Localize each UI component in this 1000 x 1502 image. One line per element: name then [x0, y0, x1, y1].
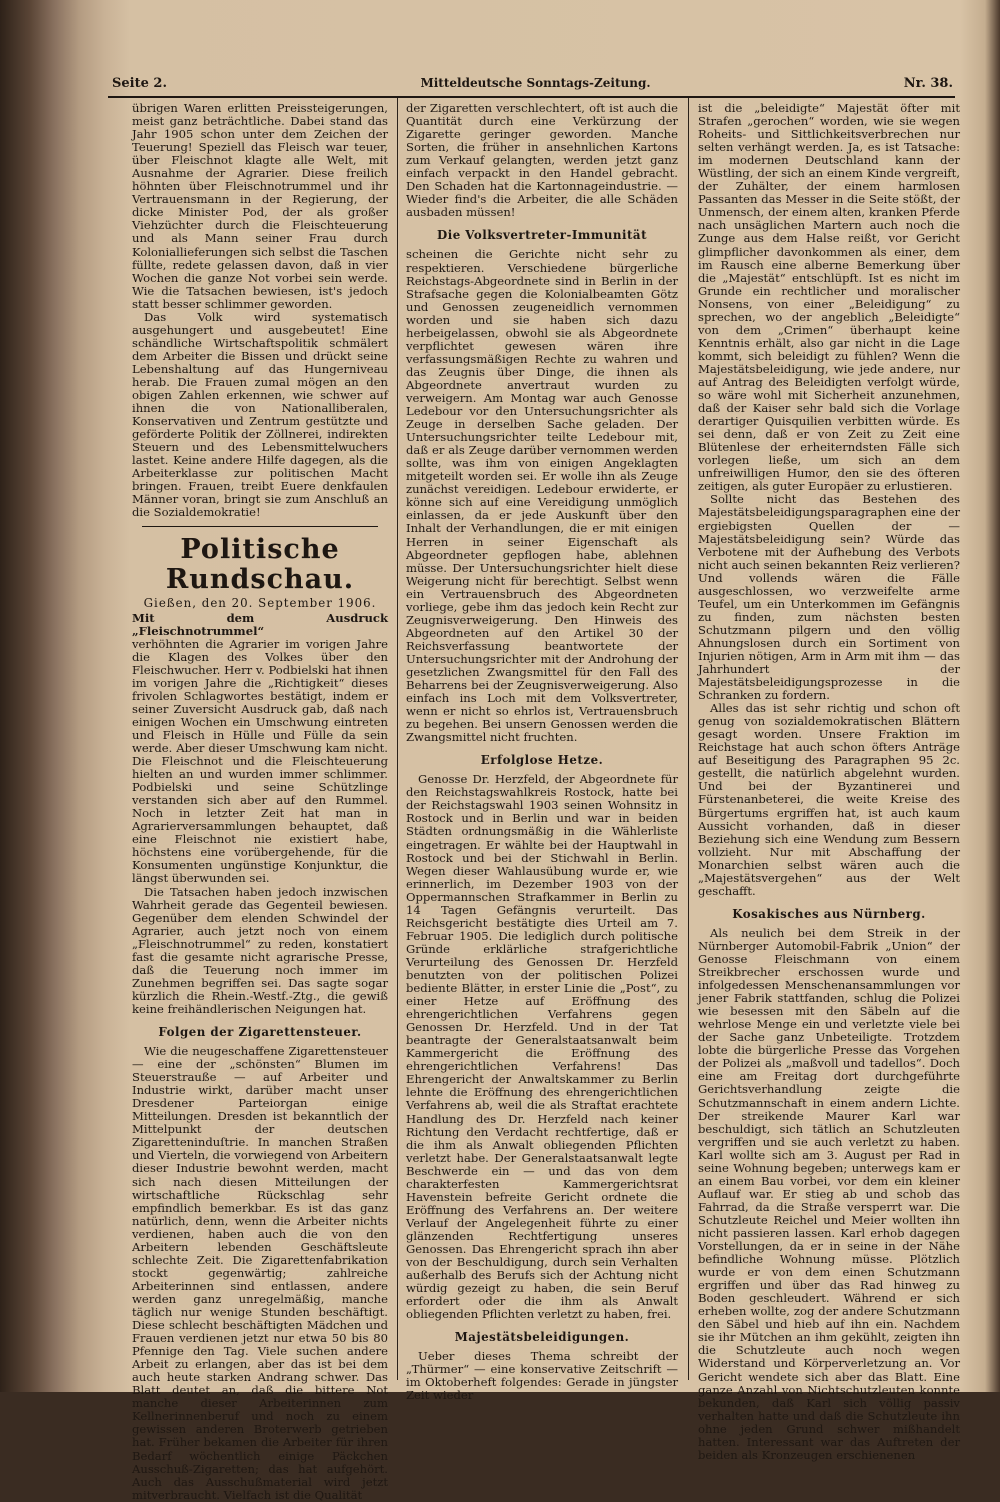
article-heading: Erfolglose Hetze. [480, 753, 604, 768]
article-heading: Majestätsbeleidigungen. [454, 1330, 630, 1345]
article-text: Das Volk wird systematisch ausgehungert und ausgebeutet! Eine schändliche Wirtschaftspolitik schmälert dem Arbeiter die Bissen und drückt seine Lebenshaltung auf das Hungerniveau herab. Die Frauen zumal mögen an den obigen Zahlen erkennen, wie schwer auf ihnen die von Nationalliberalen, Konservativen und Zentrum gestützte und geförderte Politik der Zöllnerei, indirekten Steuern und des Lebensmittelwuchers lastet. Keine andere Hilfe dagegen, als die Arbeiterklasse zur politischen Macht bringen. Frauen, treibt Euere denkfaulen Männer voran, bringt sie zum Anschluß an die Sozialdemokratie! [132, 309, 388, 520]
article-text: Sollte nicht das Bestehen des Majestätsbeleidigungsparagraphen eine der ergiebigsten Quellen der — Majestätsbeleidigung sein? Würde das Verbotene mit der Aufhebung des Verbots nicht auch seinen bekannten Reiz verlieren? Und vollends wären die Fälle ausgeschlossen, wo verzweifelte arme Teufel, um ein Unterkommen im Gefängnis zu finden, zum nächsten besten Schutzmann pilgern und den völlig Ahnungslosen durch ein Sortiment von Injurien nötigen, Arm in Arm mit ihm — das Jahrhundert der Majestätsbeleidigungsprozesse in die Schranken zu fordern. [698, 492, 960, 703]
header-rule [108, 96, 955, 98]
column-divider [688, 98, 689, 1380]
article-heading: Kosakisches aus Nürnberg. [732, 906, 926, 921]
article-text: Alles das ist sehr richtig und schon oft genug von sozialdemokratischen Blättern gesagt worden. Unsere Fraktion im Reichstage hat auch schon öfters Anträge auf Beseitigung des Paragraphen 95 2c. gestellt, die natürlich abgelehnt wurden. Und bei der Byzantinerei und Fürstenanbeterei, die weite Kreise des Bürgertums ergriffen hat, ist auch kaum Aussicht vorhanden, daß in dieser Beziehung sich eine Wendung zum Bessern vollzieht. Nur mit Abschaffung der Monarchien selbst wären auch die „Majestätsvergehen“ aus der Welt geschafft. [698, 701, 960, 898]
article-text: ist die „beleidigte“ Majestät öfter mit Strafen „gerochen“ worden, wie sie wegen Roheits- und Sittlichkeitsverbrechen nur selten verhängt werden. Ja, es ist Tatsache: im modernen Deutschland kann der Wüstling, der sich an einem Kinde vergreift, der Zuhälter, der einem harmlosen Passanten das Messer in die Seite stößt, der Unmensch, der einem alten, kranken Pferde nach unsäglichen Martern auch noch die Zunge aus dem Halse reißt, vor Gericht glimpflicher davonkommen als einer, dem im Rausch eine alberne Bemerkung über die „Majestät“ entschlüpft. Ist es nicht im Grunde ein rechtlicher und moralischer Nonsens, von einer „Beleidigung“ zu sprechen, wo der angeblich „Beleidigte“ von dem „Crimen“ überhaupt keine Kenntnis erhält, also gar nicht in die Lage kommt, sich beleidigt zu fühlen? Wenn die Majestätsbeleidigung, wie jede andere, nur auf Antrag des Beleidigten verfolgt würde, so wäre wohl mit Sicherheit anzunehmen, daß der Kaiser sehr bald sich die Vorlage derartiger Quisquilien verbitten würde. Es sei denn, daß er von Zeit zu Zeit eine Blütenlese der erheiterndsten Fälle sich vorlegen ließe, um sich an dem unfreiwilligen Humor, den sie des öfteren zeitigen, als guter Europäer zu erlustieren. [698, 101, 960, 494]
article-text: Als neulich bei dem Streik in der Nürnberger Automobil-Fabrik „Union“ der Genosse Fleischmann von einem Streikbrecher erschossen wurde und infolgedessen Menschenansammlungen vor jener Fabrik stattfanden, schlug die Polizei wie besessen mit den Säbeln auf die wehrlose Menge ein und verletzte viele bei der Sache ganz Unbeteiligte. Trotzdem lobte die bürgerliche Presse das Vorgehen der Polizei als „maßvoll und tadellos“. Doch eine am Freitag dort durchgeführte Gerichtsverhandlung zeigte die Schutzmannschaft in einem andern Lichte. Der streikende Maurer Karl war beschuldigt, sich tätlich an Schutzleuten vergriffen und sie auch verletzt zu haben. Karl wollte sich am 3. August per Rad in seine Wohnung begeben; unterwegs kam er an einem Bau vorbei, vor dem ein kleiner Auflauf war. Er stieg ab und schob das Fahrrad, da die Straße versperrt war. Die Schutzleute Reichel und Meier wollten ihn nicht passieren lassen. Karl erhob dagegen Vorstellungen, da er in seine in der Nähe befindliche Wohnung müsse. Plötzlich wurde er von dem einen Schutzmann ergriffen und über das Rad hinweg zu Boden geschleudert. Während er sich erheben wollte, zog der andere Schutzmann den Säbel und hieb auf ihn ein. Nachdem sie ihr Mütchen an ihm gekühlt, zeigten ihn die Schutzleute auch noch wegen Widerstand und Körperverletzung an. Vor Gericht wendete sich aber das Blatt. Eine ganze Anzahl von Nichtschutzleuten konnte bekunden, daß Karl sich völlig passiv verhalten hatte und daß die Schutzleute ihn ohne jeden Grund schwer mißhandelt hatten. Interessant war das Auftreten der beiden als Kronzeugen erschienenen [698, 925, 960, 1462]
article-heading: Folgen der Zigarettensteuer. [158, 1025, 362, 1039]
article-text: Ueber dieses Thema schreibt der „Thürmer“ — eine konservative Zeitschrift — im Oktoberheft folgendes: Gerade in jüngster Zeit wieder [406, 1349, 678, 1403]
section-title: Politische Rundschau. [165, 533, 355, 595]
article-text: Die Tatsachen haben jedoch inzwischen Wahrheit gerade das Gegenteil bewiesen. Gegenüber dem elenden Schwindel der Agrarier, auch jetzt noch von einem „Fleischnotrummel“ zu reden, konstatiert fast die gesamte nicht agrarische Presse, daß die Teuerung noch immer im Zunehmen begriffen sei. Das sagte sogar kürzlich die Rhein.-Westf.-Ztg., die gewiß keine freihändlerischen Neigungen hat. [132, 884, 388, 1016]
column-2 [406, 101, 678, 1403]
article-text: Wie die neugeschaffene Zigarettensteuer — eine der „schönsten“ Blumen im Steuerstrauße — auf Arbeiter und Industrie wirkt, darüber macht unser Dresdener Parteiorgan einige Mitteilungen. Dresden ist bekanntlich der Mittelpunkt der deutschen Zigaretteninduſtrie. In manchen Straßen und Vierteln, die vorwiegend von Arbeitern dieser Industrie bewohnt werden, macht sich nach diesen Mitteilungen der wirtschaftliche Rückschlag sehr empfindlich bemerkbar. Es ist das ganz natürlich, denn, wenn die Arbeiter nichts verdienen, haben auch die von den Arbeitern lebenden Geschäftsleute schlechte Zeit. Die Zigarettenfabrikation stockt gegenwärtig; zahlreiche Arbeiterinnen sind entlassen, andere werden ganz unregelmäßig, manche täglich nur wenige Stunden beschäftigt. Diese schlecht beschäftigten Mädchen und Frauen verdienen jetzt nur etwa 50 bis 80 Pfennige den Tag. Viele suchen andere Arbeit zu erlangen, aber das ist bei dem auch heute starken Andrang schwer. Das Blatt deutet an, daß die bittere Not manche dieser Arbeiterinnen zum Kellnerinnenberuf und noch zu einem gewissen anderen Broterwerb getrieben hat. Früher bekamen die Arbeiter für ihren Bedarf wöchentlich einige Päckchen Ausschuß-Zigaretten; das hat aufgehört. Auch das Ausschußmaterial wird jetzt mitverbraucht. Vielfach ist die Qualität [132, 1044, 388, 1502]
column-divider [397, 98, 398, 1380]
newspaper-title: Mitteldeutsche Sonntags-Zeitung. [420, 76, 651, 90]
article-heading: Mit dem Ausdruck „Fleischnotrummel“ [132, 610, 388, 638]
article-text: verhöhnten die Agrarier im vorigen Jahre die Klagen des Volkes über den Fleischwucher. Herr v. Podbielski hat ihnen im vorigen Jahre die „Richtigkeit“ dieses frivolen Schlagwortes bestätigt, indem er seiner Zuversicht Ausdruck gab, daß nach einigen Wochen ein Umschwung eintreten und Fleisch in Hülle und Fülle da sein werde. Aber dieser Umschwung kam nicht. Die Fleischnot und die Fleischteuerung hielten an und wurden immer schlimmer. Podbielski und seine Schützlinge verstanden sich aber auf den Rummel. Noch in letzter Zeit hat man in Agrarierversammlungen behauptet, daß eine Fleischnot nie existiert habe, höchstens eine vorübergehende, für die Konsumenten ungünstige Konjunktur, die längst überwunden sei. [132, 636, 388, 886]
newspaper-page [108, 62, 963, 1502]
article-text: scheinen die Gerichte nicht sehr zu respektieren. Verschiedene bürgerliche Reichstags-Abgeordnete sind in Berlin in der Strafsache gegen die Kolonialbeamten Götz und Genossen zeugeneidlich vernommen worden und sie haben sich dazu herbeigelassen, obwohl sie als Abgeordnete verpflichtet gewesen wären ihre verfassungsmäßigen Rechte zu wahren und das Zeugnis über Dinge, die ihnen als Abgeordnete anvertraut wurden zu verweigern. Am Montag war auch Genosse Ledebour vor den Untersuchungsrichter als Zeuge in derselben Sache geladen. Der Untersuchungsrichter teilte Ledebour mit, daß er als Zeuge darüber vernommen werden sollte, was ihm von einigen Angeklagten mitgeteilt worden sei. Er wolle ihn als Zeuge zunächst vereidigen. Ledebour erwiderte, er könne sich auf eine Vereidigung unmöglich einlassen, da er jede Auskunft über den Inhalt der Verhandlungen, die er mit einigen Herren in seiner Eigenschaft als Abgeordneter gepflogen habe, ablehnen müsse. Der Untersuchungsrichter hielt diese Weigerung nicht für berechtigt. Selbst wenn ein Vertrauensbruch des Abgeordneten vorliege, gebe ihm das jedoch kein Recht zur Zeugnisverweigerung. Den Hinweis des Abgeordneten auf den Artikel 30 der Reichsverfassung beantwortete der Untersuchungsrichter mit der Androhung der gesetzlichen Zwangsmittel für den Fall des Beharrens bei der Zeugnisverweigerung. Also einfach ins Loch mit dem Volksvertreter, wenn er nicht so ehrlos ist, Vertrauensbruch zu begehen. Bei unsern Genossen werden die Zwangsmittel nicht fruchten. [406, 247, 678, 745]
article-text: der Zigaretten verschlechtert, oft ist auch die Quantität durch eine Verkürzung der Zigarette geringer geworden. Manche Sorten, die früher in ansehnlichen Kartons zum Verkauf gelangten, werden jetzt ganz einfach verpackt in den Handel gebracht. Den Schaden hat die Kartonnageindustrie. — Wieder find's die Arbeiter, die alle Schäden ausbaden müssen! [406, 101, 678, 220]
section-rule [142, 526, 378, 527]
page-number: Seite 2. [112, 76, 167, 91]
issue-number: Nr. 38. [903, 76, 953, 91]
article-text: übrigen Waren erlitten Preissteigerungen, meist ganz beträchtliche. Dabei stand das Jahr 1905 schon unter dem Zeichen der Teuerung! Speziell das Fleisch war teuer, über Fleischnot klagte alle Welt, mit Ausnahme der Agrarier. Diese freilich höhnten über Fleischnotrummel und ihr Vertrauensmann in der Regierung, der dicke Minister Pod, der als großer Viehzüchter durch die Fleischteuerung und als Mann seiner Frau durch Koloniallieferungen sich selbst die Taschen füllte, redete gelassen davon, daß in vier Wochen die ganze Not vorbei sein werde. Wie die Tatsachen bewiesen, ist's jedoch statt besser schlimmer geworden. [132, 101, 388, 311]
dateline: Gießen, den 20. September 1906. [143, 595, 377, 610]
article-text: Genosse Dr. Herzfeld, der Abgeordnete für den Reichstagswahlkreis Rostock, hatte bei der Reichstagswahl 1903 seinen Wohnsitz in Rostock und in Berlin und war in beiden Städten ordnungsmäßig in die Wählerliste eingetragen. Er wählte bei der Hauptwahl in Rostock und bei der Stichwahl in Berlin. Wegen dieser Wahlausübung wurde er, wie erinnerlich, im Dezember 1903 von der Oppermannschen Strafkammer in Berlin zu 14 Tagen Gefängnis verurteilt. Das Reichsgericht bestätigte dies Urteil am 7. Februar 1905. Die lediglich durch politische Gründe erklärliche strafgerichtliche Verurteilung des Genossen Dr. Herzfeld benutzten von der politischen Polizei bediente Blätter, in erster Linie die „Post“, zu einer Hetze auf Eröffnung des ehrengerichtlichen Verfahrens gegen Genossen Dr. Herzfeld. Und in der Tat beantragte der Generalstaatsanwalt beim Kammergericht die Eröffnung des ehrengerichtlichen Verfahrens! Das Ehrengericht der Anwaltskammer zu Berlin lehnte die Eröffnung des ehrengerichtlichen Verfahrens ab, weil die als Straftat erachtete Handlung des Dr. Herzfeld nach keiner Richtung den Verdacht rechtfertige, daß er die ihm als Anwalt obliegenden Pflichten verletzt habe. Der Generalstaatsanwalt legte Beschwerde ein — und das von dem charakterfesten Kammergerichtsrat Havenstein befreite Gericht ordnete die Eröffnung des Verfahrens an. Der weitere Verlauf der Angelegenheit führte zu einer glänzenden Rechtfertigung unseres Genossen. Das Ehrengericht sprach ihn aber von der Beschuldigung, durch sein Verhalten außerhalb des Berufs sich der Achtung nicht würdig gezeigt zu haben, die sein Beruf erfordert oder die ihm als Anwalt obliegenden Pflichten verletzt zu haben, frei. [406, 772, 678, 1322]
article-heading: Die Volksvertreter-Immunität [436, 228, 648, 243]
page-header [108, 76, 963, 96]
column-1 [132, 101, 388, 1502]
column-3 [698, 101, 960, 1462]
